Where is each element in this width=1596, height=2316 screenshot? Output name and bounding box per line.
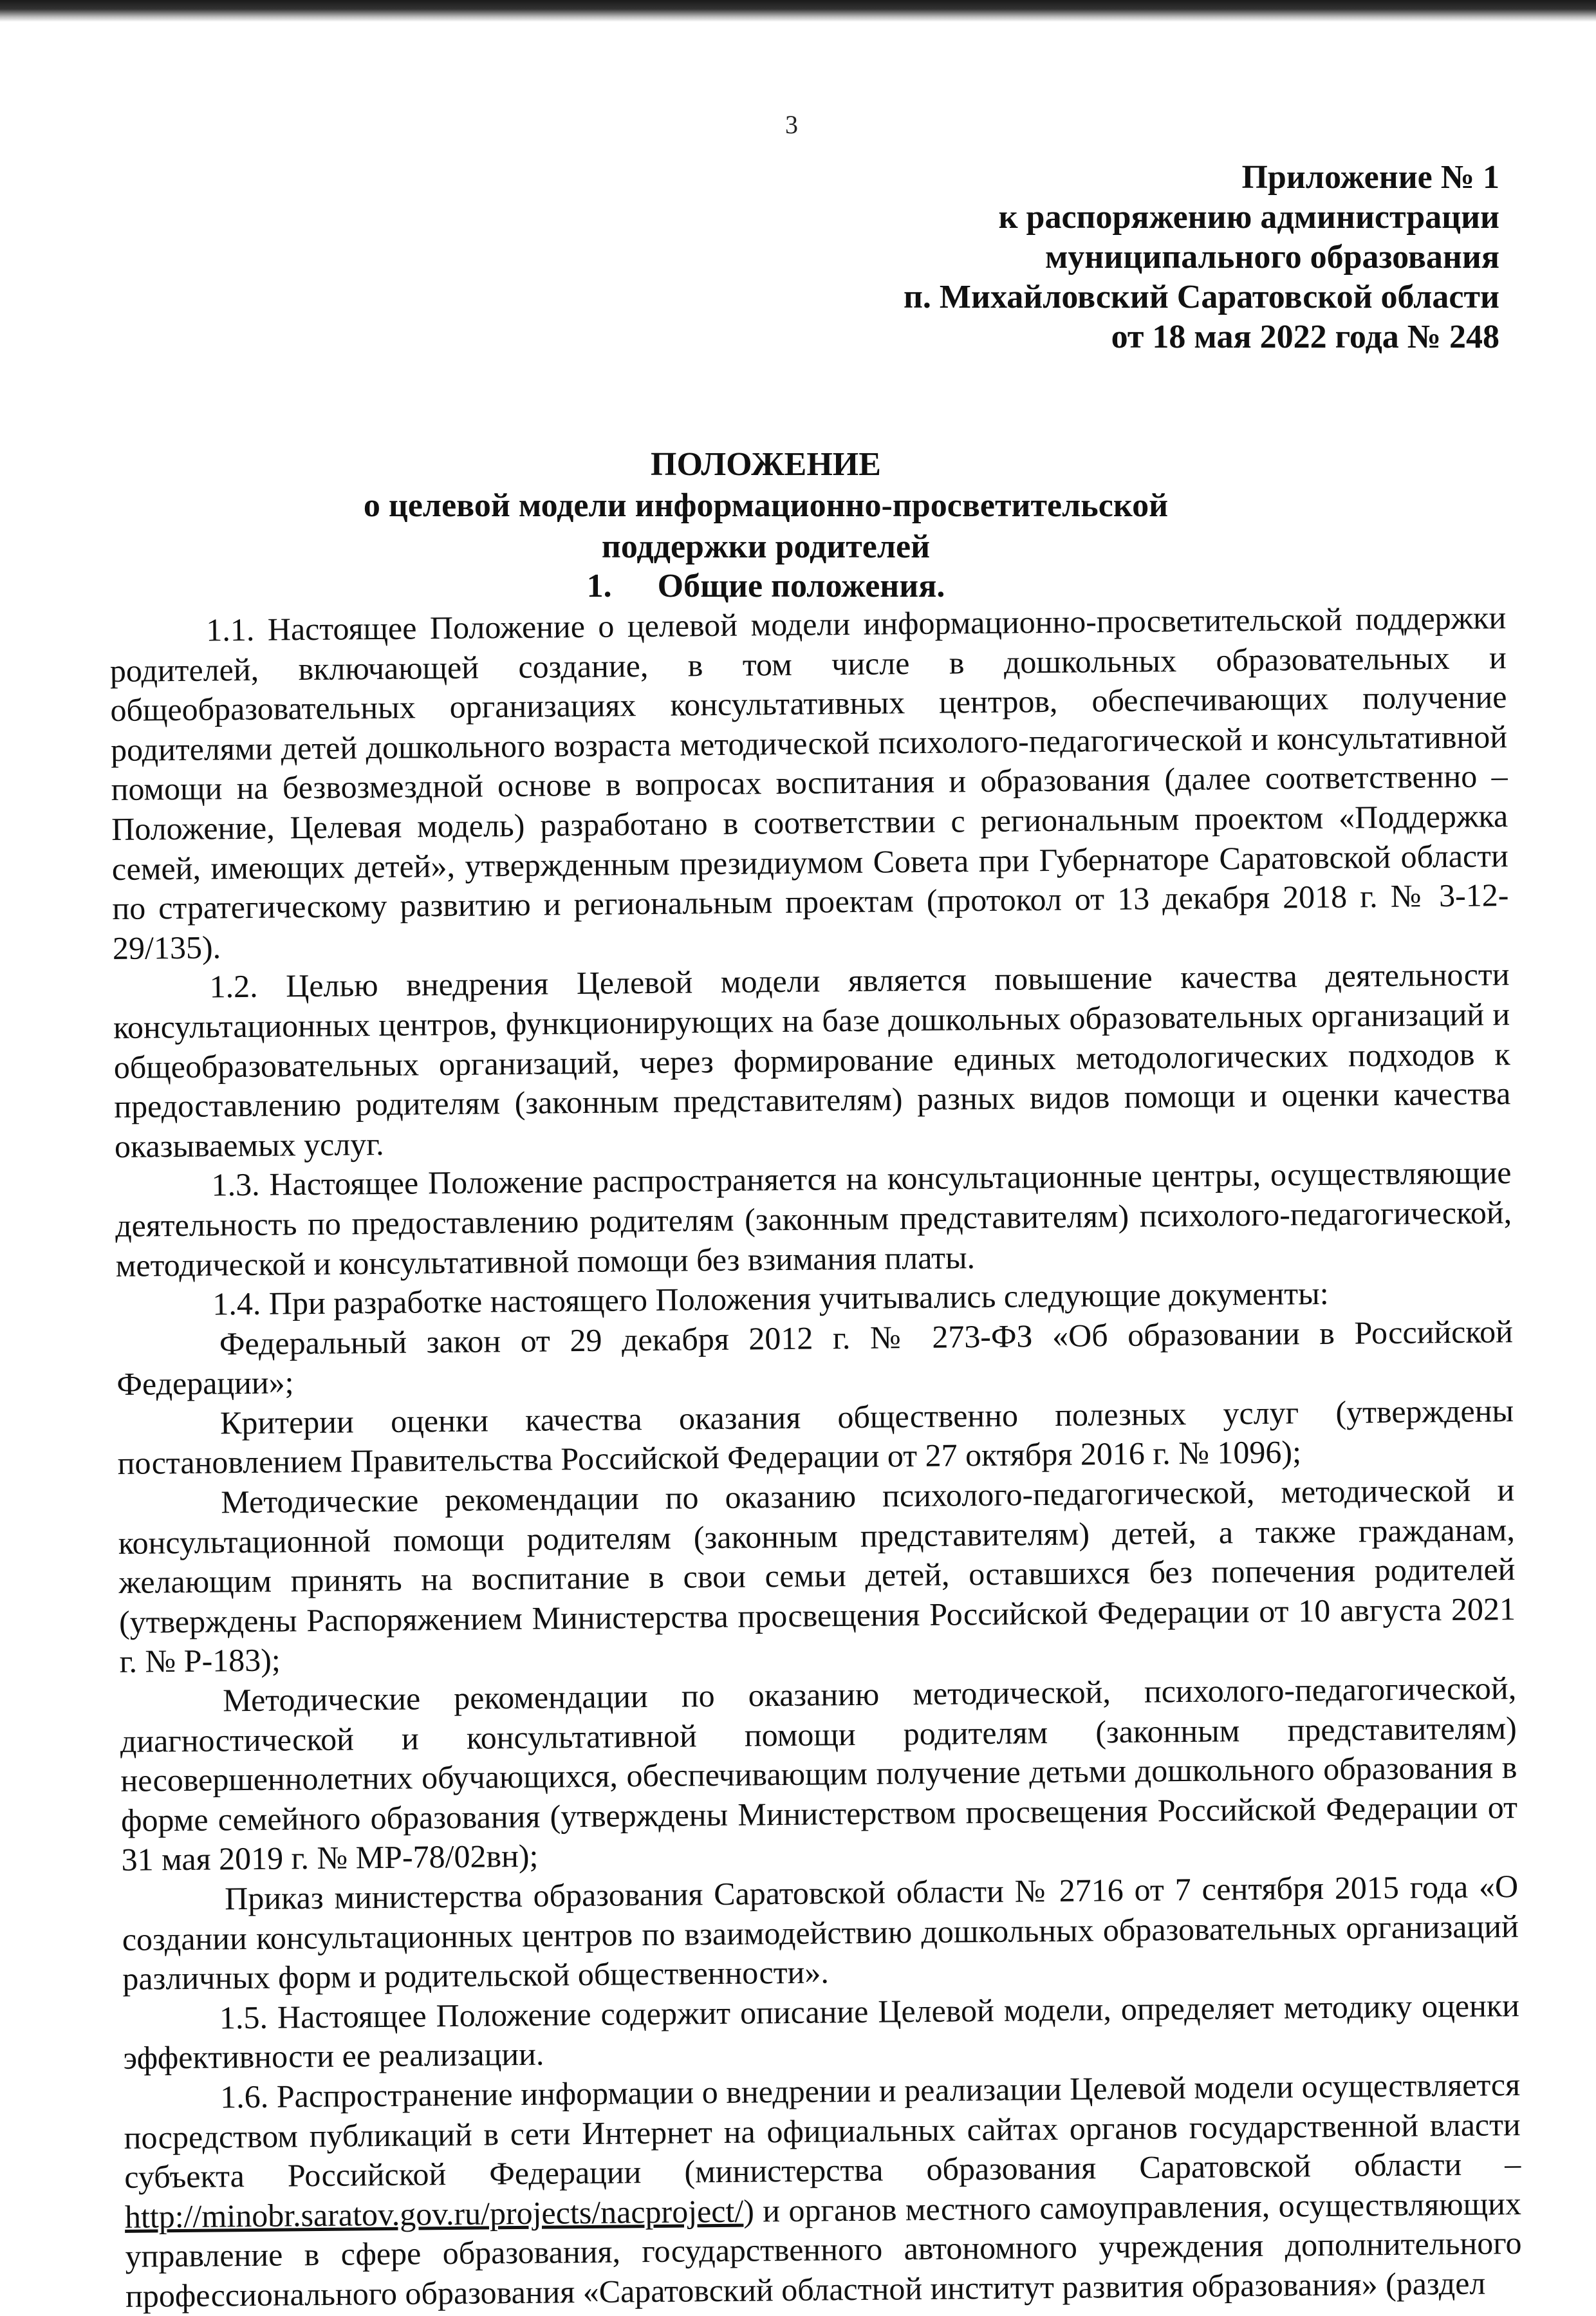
paragraph-1-4: 1.4. При разработке настоящего Положения учитывались следующие документы: bbox=[212, 1275, 1329, 1322]
paragraph-1-6-text-end: ) и органов местного самоуправления, осуществляющих управление в сфере образования, государственного автономного учреждения дополнительного профессионального образования «Саратовский областной институт развития образования» (раздел bbox=[125, 2185, 1522, 2314]
header-line-date: от 18 мая 2022 года № 248 bbox=[1111, 319, 1499, 355]
header-line-order: к распоряжению администрации bbox=[998, 199, 1499, 236]
header-line-settlement: п. Михайловский Саратовской области bbox=[903, 279, 1499, 315]
page-number: 3 bbox=[785, 110, 798, 139]
paragraph-1-6-text-start: 1.6. Распространение информации о внедрении и реализации Целевой модели осуществляется посредством публикаций в сети Интернет на официальных сайтах органов государственной власти субъекта Российской Федерации (министерства образования Саратовской области – bbox=[124, 2066, 1521, 2196]
scan-top-edge bbox=[0, 0, 1596, 22]
title-line-3: поддержки родителей bbox=[601, 528, 931, 565]
header-line-appendix: Приложение № 1 bbox=[1241, 159, 1499, 196]
paragraph-1-1: 1.1. Настоящее Положение о целевой модели информационно-просветительской поддержки родителей, включающей создание, в том числе в дошкольных образовательных и общеобразовательных организациях консультативных центров, обеспечивающих получение родителями детей дошкольного возраста методической психолого-педагогической и консультативной помощи на безвозмездной основе в вопросах воспитания и образования (далее соответственно – Положение, Целевая модель) разработано в соответствии с региональным проектом «Поддержка семей, имеющих детей», утвержденным президиумом Совета при Губернаторе Саратовской области по стратегическому развитию и региональным проектам (протокол от 13 декабря 2018 г. № 3-12-29/135). bbox=[109, 599, 1509, 966]
paragraph-1-2: 1.2. Целью внедрения Целевой модели является повышение качества деятельности консультационных центров, функционирующих на базе дошкольных образовательных организаций и общеобразовательных организаций, через формирование единых методологических подходов к предоставлению родителям (законным представителям) разных видов помощи и оценки качества оказываемых услуг. bbox=[113, 956, 1511, 1164]
document-item-recommendations-2021: Методические рекомендации по оказанию психолого-педагогической, методической и консультационной помощи родителям (законным представителям) детей, а также гражданам, желающим принять на воспитание в свои семьи детей, оставшихся без попечения родителей (утверждены Распоряжением Министерства просвещения Российской Федерации от 10 августа 2021 г. № Р-183); bbox=[118, 1471, 1516, 1680]
header-line-municipality: муниципального образования bbox=[1045, 239, 1499, 275]
paragraph-1-5: 1.5. Настоящее Положение содержит описание Целевой модели, определяет методику оценки эффективности ее реализации. bbox=[123, 1986, 1520, 2077]
title-line-2: о целевой модели информационно-просветительской bbox=[363, 487, 1169, 524]
document-title bbox=[97, 444, 1435, 568]
document-item-ministry-order: Приказ министерства образования Саратовской области № 2716 от 7 сентября 2015 года «О создании консультационных центров по взаимодействию дошкольных образовательных организаций различных форм и родительской общественности». bbox=[122, 1868, 1519, 1997]
ministry-website-link[interactable]: http://minobr.saratov.gov.ru/projects/nacproject/ bbox=[124, 2192, 744, 2235]
document-item-quality-criteria: Критерии оценки качества оказания общественно полезных услуг (утверждены постановлением Правительства Российской Федерации от 27 октября 2016 г. № 1096); bbox=[117, 1392, 1514, 1482]
appendix-header bbox=[598, 158, 1499, 357]
document-item-recommendations-2019: Методические рекомендации по оказанию методической, психолого-педагогической, диагностической и консультативной помощи родителям (законным представителям) несовершеннолетних обучающихся, обеспечивающим получение детьми дошкольного образования в форме семейного образования (утверждены Министерством просвещения Российской Федерации от 31 мая 2019 г. № МР-78/02вн); bbox=[120, 1670, 1518, 1878]
paragraph-1-6 bbox=[124, 2065, 1522, 2316]
title-line-1: ПОЛОЖЕНИЕ bbox=[651, 446, 881, 483]
document-body bbox=[109, 598, 1522, 2316]
section-number: 1. bbox=[586, 568, 612, 604]
paragraph-1-3: 1.3. Настоящее Положение распространяется на консультационные центры, осуществляющие деятельность по предоставлению родителям (законным представителям) психолого-педагогической, методической и консультативной помощи без взимания платы. bbox=[115, 1154, 1512, 1284]
section-title: Общие положения. bbox=[657, 568, 945, 604]
document-item-federal-law: Федеральный закон от 29 декабря 2012 г. № 273-ФЗ «Об образовании в Российской Федерации»; bbox=[116, 1312, 1514, 1403]
